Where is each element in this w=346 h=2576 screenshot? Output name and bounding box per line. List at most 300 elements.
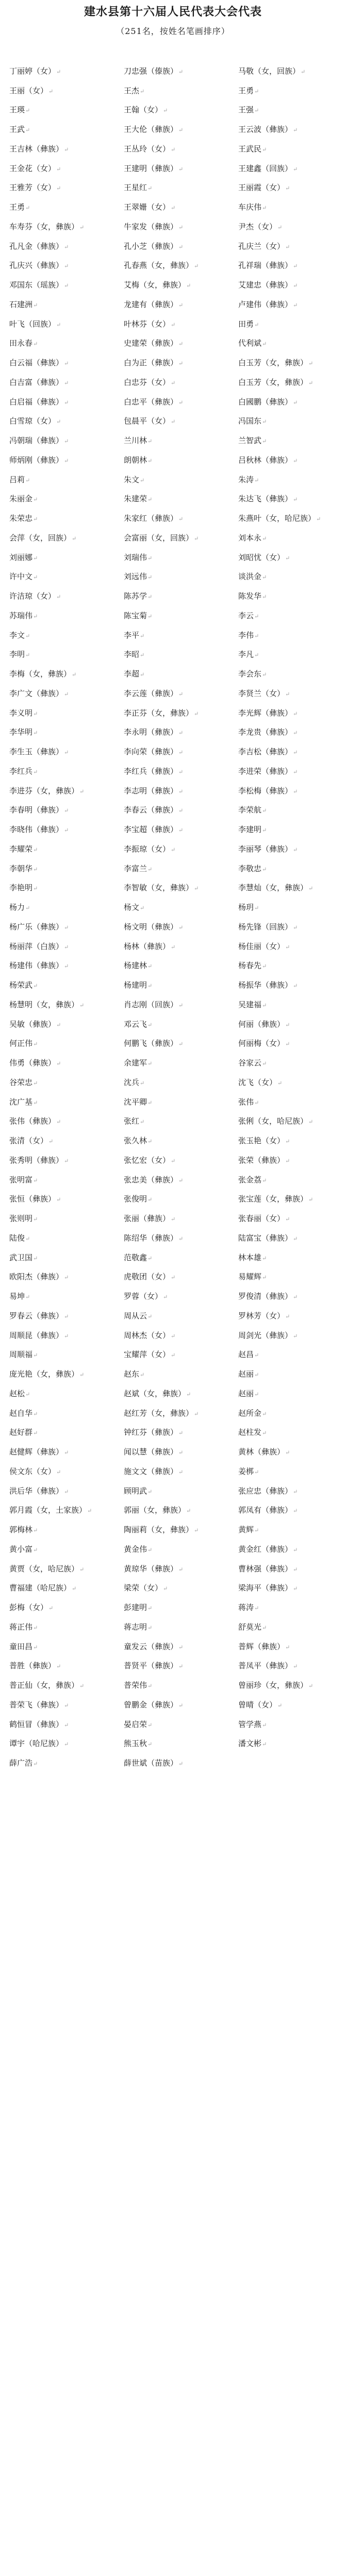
delegate-name <box>9 688 124 700</box>
delegate-name-text: 孔祥瑞（彝族） <box>238 261 293 270</box>
delegate-name-text: 李广文（彝族） <box>9 688 64 698</box>
delegate-name-text: 谭宇（哈尼族） <box>9 1739 64 1749</box>
delegate-name <box>238 377 339 388</box>
delegate-name-text: 罗春云（彝族） <box>9 1311 64 1320</box>
paragraph-mark-icon: ↵ <box>64 1721 69 1728</box>
delegate-name <box>238 455 339 466</box>
delegate-name-text: 张俐（女，哈尼族） <box>238 1116 308 1126</box>
delegate-name-text: 赵东 <box>124 1369 140 1379</box>
delegate-name-text: 何丽（彝族） <box>238 1019 285 1029</box>
delegate-name-text: 包晨平（女） <box>124 416 171 426</box>
paragraph-mark-icon: ↵ <box>64 690 69 698</box>
paragraph-mark-icon: ↵ <box>33 1430 38 1437</box>
delegate-name <box>9 494 124 505</box>
delegate-name-text: 刘昭忧（女） <box>238 552 285 562</box>
paragraph-mark-icon: ↵ <box>308 885 314 892</box>
delegate-name-text: 施文文（彝族） <box>124 1466 178 1476</box>
paragraph-mark-icon: ↵ <box>140 905 145 912</box>
delegate-name <box>238 1564 339 1575</box>
paragraph-mark-icon: ↵ <box>56 1060 61 1067</box>
paragraph-mark-icon: ↵ <box>147 1138 153 1145</box>
delegate-name-text: 杨力 <box>9 903 25 912</box>
delegate-name-text: 王瑛 <box>9 105 25 115</box>
delegate-name-text: 许中文 <box>9 572 33 582</box>
delegate-name <box>238 1700 339 1711</box>
delegate-name-text: 何正伟 <box>9 1039 33 1048</box>
delegate-name <box>238 786 339 797</box>
paragraph-mark-icon: ↵ <box>178 1760 184 1768</box>
delegate-name <box>124 358 238 369</box>
delegate-name-text: 陈发华 <box>238 591 262 601</box>
paragraph-mark-icon: ↵ <box>178 360 184 367</box>
delegate-name <box>124 1369 238 1380</box>
delegate-name-text: 杨振华（彝族） <box>238 980 293 990</box>
paragraph-mark-icon: ↵ <box>33 1041 38 1048</box>
delegate-name <box>124 1447 238 1458</box>
paragraph-mark-icon: ↵ <box>194 263 199 270</box>
delegate-name-text: 曹林强（彝族） <box>238 1564 293 1573</box>
paragraph-mark-icon: ↵ <box>48 1138 54 1145</box>
delegate-name-text: 曾晴（女） <box>238 1700 277 1709</box>
paragraph-mark-icon: ↵ <box>178 730 184 737</box>
delegate-name-text: 李振琼（女） <box>124 844 171 854</box>
delegate-name <box>124 1680 238 1691</box>
delegate-name <box>124 1602 238 1614</box>
delegate-name-text: 曾丽珍（女，彝族） <box>238 1681 308 1690</box>
delegate-name <box>238 222 339 233</box>
delegate-name-text: 赵松 <box>9 1388 25 1398</box>
delegate-name-text: 吕秋林（彝族） <box>238 455 293 465</box>
paragraph-mark-icon: ↵ <box>262 1624 267 1631</box>
paragraph-mark-icon: ↵ <box>293 788 298 795</box>
paragraph-mark-icon: ↵ <box>72 671 77 679</box>
delegate-name-text: 李智敏（女，彝族） <box>124 883 194 893</box>
delegate-name-text: 李红兵 <box>9 766 33 776</box>
paragraph-mark-icon: ↵ <box>285 185 290 192</box>
paragraph-mark-icon: ↵ <box>33 574 38 581</box>
paragraph-mark-icon: ↵ <box>87 1507 92 1515</box>
delegate-name-text: 熊玉秋 <box>124 1739 147 1749</box>
paragraph-mark-icon: ↵ <box>262 807 267 815</box>
delegate-name-text: 朱家红（彝族） <box>124 514 178 523</box>
delegate-name <box>124 474 238 486</box>
paragraph-mark-icon: ↵ <box>262 1721 267 1728</box>
delegate-name-text: 王大伦（彝族） <box>124 125 178 134</box>
delegate-name <box>238 533 339 544</box>
delegate-name <box>9 1427 124 1438</box>
paragraph-mark-icon: ↵ <box>147 1683 153 1690</box>
paragraph-mark-icon: ↵ <box>171 1274 176 1281</box>
delegate-name <box>9 571 124 583</box>
paragraph-mark-icon: ↵ <box>194 710 199 717</box>
paragraph-mark-icon: ↵ <box>254 905 259 912</box>
delegate-name-text: 邓云飞 <box>124 1019 147 1029</box>
delegate-name <box>9 416 124 427</box>
delegate-name <box>124 1272 238 1283</box>
delegate-name <box>124 86 238 97</box>
paragraph-mark-icon: ↵ <box>293 710 298 717</box>
delegate-name <box>238 1077 339 1089</box>
paragraph-mark-icon: ↵ <box>171 943 176 951</box>
delegate-name-text: 李龙贵（彝族） <box>238 727 293 737</box>
delegate-name <box>124 202 238 213</box>
paragraph-mark-icon: ↵ <box>308 1118 314 1126</box>
delegate-name-text: 李贤兰（女） <box>238 688 285 698</box>
delegate-name <box>238 1369 339 1380</box>
paragraph-mark-icon: ↵ <box>56 1118 61 1126</box>
delegate-name-text: 黄辉 <box>238 1525 254 1535</box>
delegate-name <box>9 883 124 894</box>
delegate-name-text: 朗朝林 <box>124 455 147 465</box>
delegate-name-text: 蒋涛 <box>238 1603 254 1613</box>
delegate-name <box>238 1019 339 1030</box>
delegate-name <box>124 1408 238 1419</box>
delegate-name-text: 林本雄 <box>238 1252 262 1262</box>
delegate-name-text: 钟红芬（彝族） <box>124 1428 178 1437</box>
paragraph-mark-icon: ↵ <box>308 379 314 386</box>
document-title: 建水县第十六届人民代表大会代表 <box>84 5 262 19</box>
delegate-name-text: 潘文彬 <box>238 1739 262 1749</box>
paragraph-mark-icon: ↵ <box>178 1041 184 1048</box>
paragraph-mark-icon: ↵ <box>171 146 176 153</box>
delegate-name <box>238 727 339 738</box>
delegate-name <box>238 1194 339 1205</box>
delegate-name-text: 吴敏（彝族） <box>9 1019 56 1029</box>
paragraph-mark-icon: ↵ <box>262 438 267 445</box>
delegate-name <box>238 1719 339 1731</box>
paragraph-mark-icon: ↵ <box>64 943 69 951</box>
delegate-name-text: 陆富宝（彝族） <box>238 1233 293 1243</box>
paragraph-mark-icon: ↵ <box>147 1488 153 1495</box>
delegate-name <box>124 144 238 155</box>
delegate-name-text: 李建明 <box>238 825 262 835</box>
delegate-name <box>124 747 238 758</box>
delegate-name <box>124 1486 238 1497</box>
delegate-name-text: 李凡 <box>238 650 254 659</box>
paragraph-mark-icon: ↵ <box>25 127 30 134</box>
paragraph-mark-icon: ↵ <box>33 1546 38 1553</box>
delegate-name <box>124 1700 238 1711</box>
delegate-name-text: 杨建伟（彝族） <box>9 961 64 971</box>
delegate-name-list <box>9 62 339 1773</box>
delegate-name-text: 赵丽 <box>238 1369 254 1379</box>
paragraph-mark-icon: ↵ <box>194 535 199 542</box>
delegate-name-text: 白云福（彝族） <box>9 358 64 368</box>
delegate-name-text: 黄琼华（彝族） <box>124 1564 178 1573</box>
delegate-name-text: 普正仙（女，彝族） <box>9 1681 79 1690</box>
paragraph-mark-icon: ↵ <box>25 905 30 912</box>
paragraph-mark-icon: ↵ <box>293 457 298 464</box>
delegate-name-text: 李敬忠 <box>238 863 262 873</box>
paragraph-mark-icon: ↵ <box>285 243 290 250</box>
delegate-name <box>124 377 238 388</box>
delegate-name <box>9 611 124 622</box>
paragraph-mark-icon: ↵ <box>25 1391 30 1398</box>
delegate-name <box>238 552 339 564</box>
delegate-name <box>9 202 124 213</box>
paragraph-mark-icon: ↵ <box>147 554 153 562</box>
delegate-name-text: 王杰 <box>124 86 140 95</box>
paragraph-mark-icon: ↵ <box>178 301 184 309</box>
delegate-name <box>9 1213 124 1225</box>
paragraph-mark-icon: ↵ <box>178 516 184 523</box>
delegate-name-text: 沈飞（女） <box>238 1077 277 1087</box>
delegate-name <box>9 630 124 641</box>
paragraph-mark-icon: ↵ <box>33 1527 38 1534</box>
delegate-name-text: 朱达飞（彝族） <box>238 494 293 504</box>
delegate-name-text: 洪后华（彝族） <box>9 1486 64 1496</box>
delegate-name <box>9 902 124 913</box>
delegate-name-text: 李春明（彝族） <box>9 805 64 815</box>
paragraph-mark-icon: ↵ <box>178 127 184 134</box>
delegate-name <box>9 338 124 349</box>
delegate-name <box>124 1660 238 1672</box>
delegate-name <box>238 1505 339 1516</box>
paragraph-mark-icon: ↵ <box>254 1371 259 1379</box>
paragraph-mark-icon: ↵ <box>79 1002 85 1009</box>
delegate-name-text: 罗蓉（女） <box>124 1292 163 1301</box>
paragraph-mark-icon: ↵ <box>163 1294 168 1301</box>
delegate-name <box>124 1330 238 1342</box>
delegate-name-text: 李会东 <box>238 669 262 679</box>
paragraph-mark-icon: ↵ <box>285 943 290 951</box>
paragraph-mark-icon: ↵ <box>178 924 184 931</box>
delegate-name <box>238 1155 339 1166</box>
paragraph-mark-icon: ↵ <box>56 1468 61 1476</box>
delegate-name-text: 舒莫光 <box>238 1622 262 1632</box>
paragraph-mark-icon: ↵ <box>285 1449 290 1456</box>
delegate-name <box>238 1738 339 1750</box>
delegate-name <box>124 1019 238 1030</box>
delegate-name <box>9 708 124 719</box>
delegate-name-text: 张宝莲（女，彝族） <box>238 1194 308 1204</box>
paragraph-mark-icon: ↵ <box>262 341 267 348</box>
paragraph-mark-icon: ↵ <box>64 1741 69 1748</box>
delegate-name <box>9 1564 124 1575</box>
paragraph-mark-icon: ↵ <box>171 1332 176 1340</box>
paragraph-mark-icon: ↵ <box>56 418 61 426</box>
delegate-name <box>9 863 124 875</box>
delegate-name <box>238 902 339 913</box>
delegate-name <box>124 319 238 330</box>
paragraph-mark-icon: ↵ <box>178 165 184 173</box>
delegate-name <box>124 571 238 583</box>
delegate-name <box>9 124 124 135</box>
delegate-name <box>124 922 238 933</box>
paragraph-mark-icon: ↵ <box>178 399 184 406</box>
delegate-name <box>238 960 339 972</box>
delegate-name-text: 赵昌 <box>238 1350 254 1360</box>
delegate-name <box>238 1602 339 1614</box>
delegate-name <box>9 1116 124 1127</box>
delegate-name-text: 白玉芳（女，彝族） <box>238 377 308 387</box>
delegate-name <box>238 105 339 116</box>
delegate-name-text: 杨建明 <box>124 980 147 990</box>
delegate-name-text: 普荣伟 <box>124 1681 147 1690</box>
delegate-name <box>9 1077 124 1089</box>
paragraph-mark-icon: ↵ <box>147 457 153 464</box>
delegate-name <box>238 649 339 660</box>
delegate-name-text: 王建明（彝族） <box>124 163 178 173</box>
delegate-name <box>124 727 238 738</box>
paragraph-mark-icon: ↵ <box>147 1741 153 1748</box>
delegate-name-text: 赵所金 <box>238 1408 262 1418</box>
delegate-name <box>238 202 339 213</box>
paragraph-mark-icon: ↵ <box>178 1449 184 1456</box>
delegate-name-text: 张忠美（彝族） <box>124 1175 178 1184</box>
delegate-name <box>238 999 339 1011</box>
delegate-name <box>9 474 124 486</box>
delegate-name-text: 杨先锋（回族） <box>238 922 293 931</box>
delegate-name <box>238 494 339 505</box>
delegate-name-text: 庞光艳（女，彝族） <box>9 1369 79 1379</box>
paragraph-mark-icon: ↵ <box>48 1605 54 1612</box>
paragraph-mark-icon: ↵ <box>33 1177 38 1184</box>
paragraph-mark-icon: ↵ <box>33 846 38 853</box>
paragraph-mark-icon: ↵ <box>147 1721 153 1728</box>
delegate-name-text: 杨文明（彝族） <box>124 922 178 931</box>
paragraph-mark-icon: ↵ <box>163 1585 168 1592</box>
delegate-name-text: 许洁琼（女） <box>9 591 56 601</box>
paragraph-mark-icon: ↵ <box>194 885 199 892</box>
delegate-name <box>238 1622 339 1633</box>
delegate-name-text: 普胜（彝族） <box>9 1661 56 1671</box>
paragraph-mark-icon: ↵ <box>293 846 298 853</box>
delegate-name <box>124 1524 238 1536</box>
delegate-name-text: 卢建伟（彝族） <box>238 299 293 309</box>
delegate-name-text: 肖志刚（回族） <box>124 999 178 1009</box>
paragraph-mark-icon: ↵ <box>293 1332 298 1340</box>
delegate-name-text: 杨慧明（女，彝族） <box>9 999 79 1009</box>
delegate-name <box>9 1505 124 1516</box>
delegate-name <box>9 1272 124 1283</box>
delegate-name <box>124 863 238 875</box>
delegate-name-text: 蒋正伟 <box>9 1622 33 1632</box>
delegate-name-text: 朱涛 <box>238 474 254 484</box>
paragraph-mark-icon: ↵ <box>64 749 69 756</box>
paragraph-mark-icon: ↵ <box>33 1216 38 1223</box>
paragraph-mark-icon: ↵ <box>262 594 267 601</box>
delegate-name <box>124 980 238 991</box>
delegate-name <box>238 513 339 524</box>
delegate-name <box>124 552 238 564</box>
delegate-name-text: 侯文东（女） <box>9 1466 56 1476</box>
delegate-name-text: 史建荣（彝族） <box>124 338 178 348</box>
delegate-name-text: 艾梅（女，彝族） <box>124 280 186 290</box>
paragraph-mark-icon: ↵ <box>33 1643 38 1651</box>
paragraph-mark-icon: ↵ <box>33 982 38 990</box>
paragraph-mark-icon: ↵ <box>140 1371 145 1379</box>
delegate-name-text: 张秀明（彝族） <box>9 1155 64 1165</box>
delegate-name <box>124 1136 238 1147</box>
delegate-name <box>9 1660 124 1672</box>
delegate-name <box>238 319 339 330</box>
delegate-name <box>9 1641 124 1653</box>
delegate-name-text: 普凤平（彝族） <box>238 1661 293 1671</box>
delegate-name-text: 李华明 <box>9 727 33 737</box>
paragraph-mark-icon: ↵ <box>147 496 153 503</box>
paragraph-mark-icon: ↵ <box>25 632 30 639</box>
delegate-name <box>9 86 124 97</box>
paragraph-mark-icon: ↵ <box>293 730 298 737</box>
paragraph-mark-icon: ↵ <box>56 1021 61 1028</box>
paragraph-mark-icon: ↵ <box>262 146 267 153</box>
delegate-name-text: 张久林 <box>124 1136 147 1146</box>
paragraph-mark-icon: ↵ <box>33 301 38 309</box>
delegate-name-text: 罗林芳（女） <box>238 1311 285 1320</box>
delegate-name-text: 童田昌 <box>9 1641 33 1651</box>
paragraph-mark-icon: ↵ <box>178 1235 184 1242</box>
paragraph-mark-icon: ↵ <box>64 438 69 445</box>
delegate-name <box>9 649 124 660</box>
delegate-name <box>9 1291 124 1302</box>
paragraph-mark-icon: ↵ <box>64 243 69 250</box>
delegate-name-text: 吴建福 <box>238 999 262 1009</box>
delegate-name-text: 王金花（女） <box>9 163 56 173</box>
delegate-name <box>238 1486 339 1497</box>
delegate-name <box>238 299 339 311</box>
delegate-name-text: 艾建忠（彝族） <box>238 280 293 290</box>
paragraph-mark-icon: ↵ <box>56 68 61 75</box>
delegate-name-text: 李丽琴（彝族） <box>238 844 293 854</box>
delegate-name <box>9 1524 124 1536</box>
delegate-name-text: 朱燕叶（女，哈尼族） <box>238 514 316 523</box>
delegate-name-text: 王吉林（彝族） <box>9 144 64 154</box>
paragraph-mark-icon: ↵ <box>171 321 176 328</box>
delegate-name <box>238 766 339 777</box>
delegate-name <box>9 1447 124 1458</box>
delegate-name <box>9 377 124 388</box>
paragraph-mark-icon: ↵ <box>186 282 191 290</box>
delegate-name <box>124 513 238 524</box>
paragraph-mark-icon: ↵ <box>79 788 85 795</box>
paragraph-mark-icon: ↵ <box>178 68 184 75</box>
paragraph-mark-icon: ↵ <box>186 1391 191 1398</box>
delegate-name <box>124 1466 238 1478</box>
delegate-name <box>9 747 124 758</box>
paragraph-mark-icon: ↵ <box>178 1430 184 1437</box>
delegate-name-text: 赵健辉（彝族） <box>9 1447 64 1457</box>
paragraph-mark-icon: ↵ <box>64 1313 69 1320</box>
delegate-name-text: 朱文 <box>124 474 140 484</box>
paragraph-mark-icon: ↵ <box>262 574 267 581</box>
delegate-name <box>124 533 238 544</box>
delegate-name-text: 李光辉（彝族） <box>238 708 293 718</box>
paragraph-mark-icon: ↵ <box>293 1488 298 1495</box>
delegate-name <box>9 260 124 272</box>
delegate-name <box>238 922 339 933</box>
delegate-name <box>124 1038 238 1049</box>
paragraph-mark-icon: ↵ <box>293 1507 298 1515</box>
delegate-name-text: 黄金红（彝族） <box>238 1544 293 1554</box>
delegate-name <box>238 1583 339 1594</box>
paragraph-mark-icon: ↵ <box>33 1099 38 1106</box>
paragraph-mark-icon: ↵ <box>33 866 38 873</box>
paragraph-mark-icon: ↵ <box>293 282 298 290</box>
delegate-name-text: 牛家发（彝族） <box>124 222 178 231</box>
paragraph-mark-icon: ↵ <box>171 418 176 426</box>
paragraph-mark-icon: ↵ <box>33 1760 38 1768</box>
delegate-name <box>124 1194 238 1205</box>
paragraph-mark-icon: ↵ <box>147 1624 153 1631</box>
delegate-name-text: 会富丽（女，回族） <box>124 533 194 543</box>
paragraph-mark-icon: ↵ <box>147 1313 153 1320</box>
delegate-name-text: 王强 <box>238 105 254 115</box>
delegate-name <box>238 1233 339 1244</box>
paragraph-mark-icon: ↵ <box>140 1079 145 1087</box>
delegate-name-text: 黄林（彝族） <box>238 1447 285 1457</box>
paragraph-mark-icon: ↵ <box>147 613 153 620</box>
